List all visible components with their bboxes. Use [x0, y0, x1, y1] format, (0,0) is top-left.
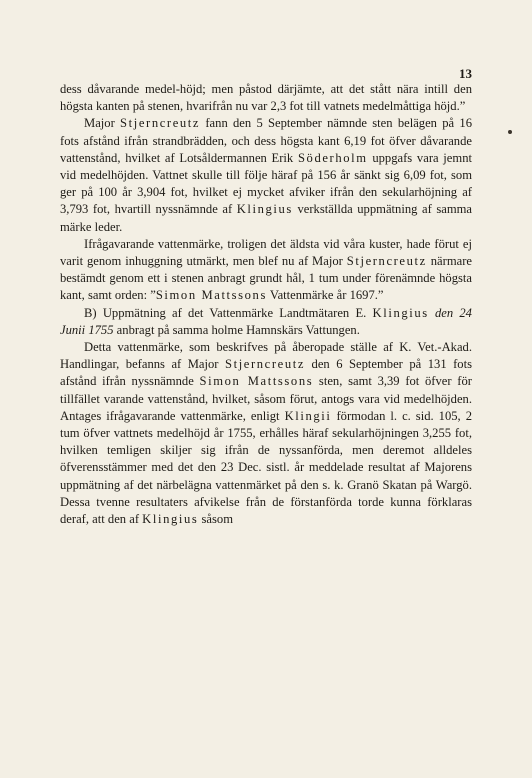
text-segment: uppgafs vara jemnt vid medelhöjden. Vattnet skulle till följe häraf på 156 år sänkt sig 6,09 fot, som ger på 100 år 3,904 fot, hvilket ej mycket afviker ifrån den sekularhöjning af 3,793 fot, hvartill nyssnämnde af	[60, 150, 472, 217]
text-segment: Detta vattenmärke, som beskrifves på åberopade ställe af K. Vet.-Akad. Handlingar, befanns af Major	[60, 340, 472, 372]
date-italic: den 24 Junii 1755	[60, 305, 472, 337]
text-segment: Major	[84, 116, 121, 131]
paragraph-3	[60, 236, 472, 305]
paragraph-2	[60, 115, 472, 235]
text-segment: förmodan l. c. sid. 105, 2 tum öfver vattnets medelhöjd år 1755, erhålles häraf sekularhöjningen 3,255 fot, hvilken temligen skiljer sig ifrån de nyssanförda, men deremot alldeles öfverensstämmer med det den 23 Dec. sistl. år meddelade resultat af Majorens uppmätning af det närbelägna vattenmärket på den s. k. Granö Skatan på Wargö. Dessa tvenne resultaters afvikelse från de förstanförda torde kunna förklaras deraf, att den af	[60, 408, 472, 527]
text-segment: anbragt på samma holme Hamnskärs Vattungen.	[113, 322, 360, 337]
margin-mark	[508, 130, 512, 134]
person-name: Simon Mattssons	[199, 374, 314, 389]
person-name: Stjerncreutz	[346, 254, 427, 269]
paragraph-1	[60, 81, 472, 115]
paragraph-4	[60, 305, 472, 339]
text-segment: sten, samt 3,39 fot öfver för tillfället varande vattenstånd, hvilket, såsom förut, antogs vara vid medelhöjden. Antages ifrågavarande vattenmärke, enligt	[60, 374, 472, 423]
text-segment: såsom	[198, 512, 233, 527]
page-number: 13	[459, 66, 472, 81]
text-segment: Ifrågavarande vattenmärke, troligen det äldsta vid våra kuster, hade förut ej varit genom inhuggning utmärkt, men blef nu af Major	[60, 236, 472, 269]
person-name: Söderholm	[297, 150, 368, 165]
body-text	[60, 81, 472, 528]
person-name: Klingius	[236, 202, 293, 217]
person-name: Simon Mattssons	[155, 288, 267, 303]
person-name: Stjerncreutz	[225, 357, 306, 372]
text-segment: B) Uppmätning af det Vattenmärke Landtmätaren E.	[84, 305, 373, 320]
text-segment: verkställda uppmätning af samma märke leder.	[60, 202, 473, 234]
text-segment: fann den 5 September nämnde sten belägen på 16 fots afstånd ifrån strandbrädden, och dess högsta kant 6,19 fot öfver dåvarande vattenstånd, hvilket af Lotsåldermannen Erik	[60, 116, 472, 165]
person-name: Klingii	[284, 408, 332, 423]
text-segment: närmare bestämdt genom ett i stenen anbragt grundt hål, 1 tum under förenämnde högsta kant, samt orden: ”	[60, 254, 472, 303]
text-segment: den 6 September på 131 fots afstånd ifrån nyssnämnde	[60, 357, 472, 389]
person-name: Klingius	[142, 512, 199, 527]
text-segment: Vattenmärke år 1697.”	[266, 288, 384, 303]
text-segment: dess dåvarande medel-höjd; men påstod därjämte, att det stått nära intill den högsta kanten på stenen, hvarifrån nu var 2,3 fot till vatnets medelmåttiga höjd.”	[60, 82, 472, 114]
person-name: Stjerncreutz	[120, 116, 201, 131]
paragraph-5	[60, 339, 472, 528]
person-name: Klingius	[372, 305, 429, 320]
